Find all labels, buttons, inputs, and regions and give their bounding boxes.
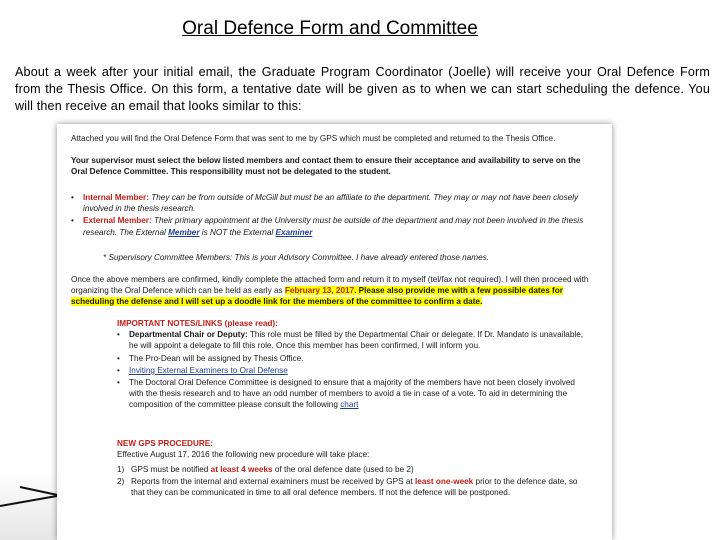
member-text: is NOT the External	[201, 227, 274, 237]
step-text: prior to the defence date, so that they can be communicated in time to all oral defence members. If not the defence will be postponed.	[131, 477, 578, 498]
gps-heading: NEW GPS PROCEDURE:	[117, 439, 213, 448]
step-text: GPS must be notified	[131, 465, 209, 474]
confirm-paragraph	[71, 274, 599, 308]
email-line: Attached you will find the Oral Defence Form that was sent to me by GPS which must be completed and returned to the Thesis Office.	[71, 134, 556, 143]
bullet-icon: •	[117, 365, 120, 375]
bullet-icon: •	[117, 378, 120, 388]
note-text: This role must be filled by the Departmental Chair or delegate. If Dr. Mandato is unavailable, he will appoint a delegate to fill this role. Once this member has been confirmed, I will inform you.	[129, 330, 584, 351]
defence-date: February 13, 2017	[284, 286, 355, 296]
external-examiners-link[interactable]: Inviting External Examiners to Oral Defense	[129, 365, 288, 375]
committee-note: * Supervisory Committee Members: This is your Advisory Committee. I have already entered those names.	[103, 253, 490, 262]
step-text: Reports from the internal and external examiners must be received by GPS at	[131, 477, 413, 487]
member-text: They can be from outside of McGill but must be an affiliate to the department. They may or may not have been closely involved in the thesis research.	[83, 193, 579, 214]
list-item	[117, 377, 587, 411]
list-item	[117, 353, 587, 364]
email-screenshot	[57, 124, 612, 540]
list-item	[117, 329, 587, 351]
list-item	[117, 476, 587, 498]
list-item	[117, 365, 587, 376]
gps-section	[117, 438, 587, 460]
confirm-text: Once the above members are confirmed, kindly complete the attached form and return it to myself (tel/fax not required). I will then proceed with organizing the Oral Defence which can be held as early as	[71, 275, 589, 296]
member-list	[71, 192, 599, 239]
note-text: The Doctoral Oral Defence Committee is designed to ensure that a majority of the members have not been closely involved with the thesis research and to have an odd number of members to avoid a tie in case of a vote. To aid in determining the composition of the committee please consult the following	[129, 378, 575, 410]
chart-link[interactable]: chart	[340, 400, 359, 410]
note-text: The Pro-Dean will be assigned by Thesis Office.	[129, 353, 304, 363]
examiner-link[interactable]: Examiner	[275, 227, 313, 237]
step-highlight: at least 4 weeks	[210, 465, 273, 474]
gps-steps	[117, 464, 587, 500]
list-item	[71, 192, 599, 214]
step-text: of the oral defence date (used to be 2)	[274, 465, 414, 474]
gps-intro: Effective August 17, 2016 the following new procedure will take place:	[117, 450, 370, 460]
member-link[interactable]: Member	[168, 227, 200, 237]
list-item	[71, 215, 599, 237]
step-highlight: least one-week	[414, 477, 474, 487]
member-text: Their primary appointment at the University must be outside of the department and may not been involved in the thesis research. The External	[83, 216, 584, 237]
bullet-icon: •	[71, 216, 74, 226]
notes-heading: IMPORTANT NOTES/LINKS (please read):	[117, 319, 278, 328]
bullet-icon: •	[117, 330, 120, 340]
step-number: 2)	[117, 477, 125, 487]
member-label: Internal Member:	[83, 193, 149, 202]
confirm-highlight: . Please also provide me with a few possible dates for scheduling the defense and I will set up a doodle link for the members of the committee to confirm a date.	[71, 286, 563, 307]
bullet-icon: •	[71, 193, 74, 202]
step-number: 1)	[117, 465, 125, 474]
member-label: External Member:	[83, 216, 152, 226]
list-item	[117, 464, 587, 475]
note-label: Departmental Chair or Deputy:	[129, 330, 248, 340]
intro-paragraph: About a week after your initial email, the Graduate Program Coordinator (Joelle) will receive your Oral Defence Form from the Thesis Office. On this form, a tentative date will be given as to when we can start scheduling the defence. You will then receive an email that looks similar to this:	[15, 65, 710, 113]
page-title: Oral Defence Form and Committee	[182, 18, 478, 39]
email-instruction: Your supervisor must select the below listed members and contact them to ensure their acceptance and availability to serve on the Oral Defence Committee. This responsibility must not be delegated to the student.	[71, 156, 581, 177]
notes-section	[117, 318, 587, 412]
bullet-icon: •	[117, 353, 120, 363]
